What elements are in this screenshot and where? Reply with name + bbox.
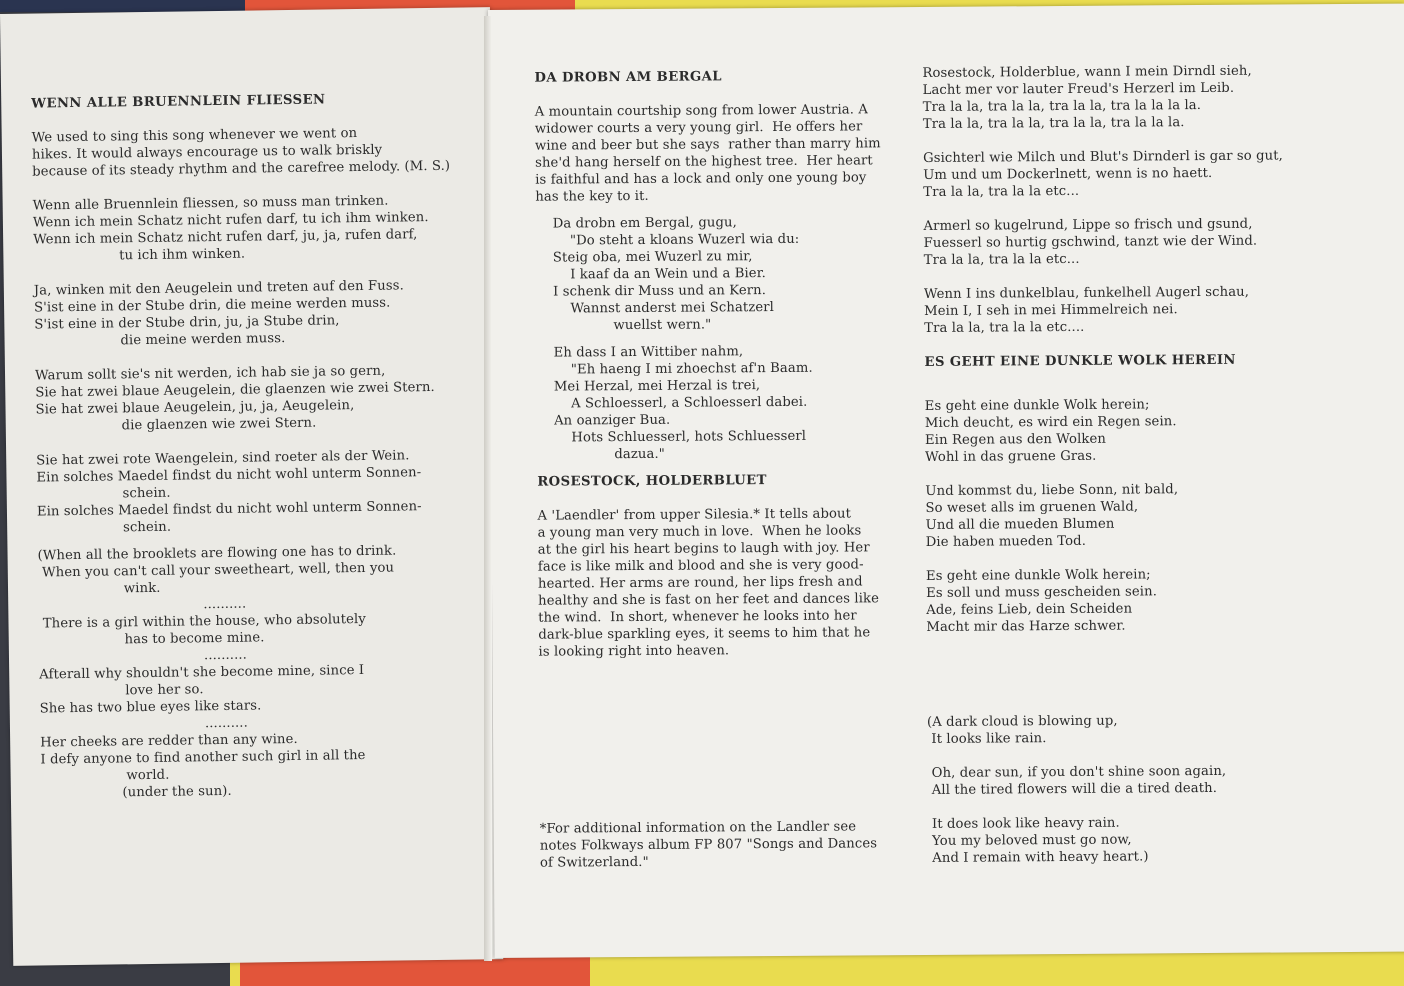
song-title-da-drobn: DA DROBN AM BERGAL: [534, 69, 723, 86]
text-line: She has two blue eyes like stars.: [39, 698, 262, 717]
text-line: hikes. It would always encourage us to walk briskly: [31, 142, 383, 163]
text-line: An oanziger Bua.: [536, 412, 671, 429]
text-line: When you can't call your sweetheart, well, then you: [37, 560, 395, 581]
text-line: Es geht eine dunkle Wolk herein;: [924, 397, 1150, 414]
translation-1: [37, 541, 493, 598]
text-line: All the tired flowers will die a tired death.: [927, 780, 1218, 798]
song-title-es-geht: ES GEHT EINE DUNKLE WOLK HEREIN: [924, 352, 1236, 370]
text-line: Mein I, I seh in mei Himmelreich nei.: [924, 302, 1178, 319]
text-line: Lacht mer vor lauter Freud's Herzerl im Leib.: [922, 80, 1235, 98]
text-line: Es geht eine dunkle Wolk herein;: [925, 567, 1151, 584]
text-line: she'd hang herself on the highest tree. Her heart: [535, 153, 873, 171]
verse-rosestock-2: [923, 147, 1383, 201]
text-line: Mich deucht, es wird ein Regen sein.: [924, 414, 1177, 431]
text-line: has to become mine.: [38, 630, 265, 649]
text-line: die meine werden muss.: [34, 331, 286, 350]
text-line: Sie hat zwei blaue Aeugelein, die glaenzen wie zwei Stern.: [35, 379, 435, 401]
verse-rosestock-1: [922, 62, 1382, 133]
song-title-rosestock: ROSESTOCK, HOLDERBLUET: [537, 473, 767, 490]
text-line: is faithful and has a lock and only one young boy: [535, 170, 867, 188]
right-page: [488, 4, 1404, 958]
intro-rosestock: [537, 505, 918, 661]
text-line: Afterall why shouldn't she become mine, since I: [39, 662, 365, 683]
text-line: You my beloved must go now,: [927, 832, 1132, 849]
text-line: S'ist eine in der Stube drin, ju, ja Stube drin,: [34, 313, 340, 333]
text-line: has the key to it.: [535, 188, 649, 205]
text-line: (under the sun).: [40, 783, 232, 802]
text-line: a young man very much in love. When he looks: [537, 523, 862, 541]
verse-rosestock-3: [923, 215, 1383, 269]
text-line: Und kommst du, liebe Sonn, nit bald,: [925, 482, 1179, 499]
translation-3: [39, 660, 495, 717]
text-line: "Eh haeng I mi zhoechst af'n Baam.: [536, 360, 813, 378]
text-line: Die haben mueden Tod.: [925, 533, 1087, 550]
text-line: Macht mir das Harze schwer.: [926, 618, 1126, 635]
text-line: Es soll und muss gescheiden sein.: [926, 584, 1158, 601]
intro-wenn-alle: [32, 123, 488, 180]
text-line: I defy anyone to find another such girl in all the: [40, 747, 366, 768]
text-line: schein.: [36, 485, 171, 503]
text-line: because of its steady rhythm and the carefree melody. (M. S.): [32, 158, 451, 180]
text-line: Gsichterl wie Milch und Blut's Dirnderl is gar so gut,: [922, 148, 1283, 166]
text-line: Sie hat zwei blaue Aeugelein, ju, ja, Aeugelein,: [35, 398, 355, 418]
text-line: world.: [40, 767, 170, 785]
text-line: Mei Herzal, mei Herzal is trei,: [536, 378, 761, 395]
text-line: Warum sollt sie's nit werden, ich hab sie ja so gern,: [34, 363, 386, 384]
text-line: Steig oba, mei Wuzerl zu mir,: [535, 249, 753, 266]
text-line: Tra la la, tra la la, tra la la, tra la la la la.: [922, 98, 1202, 115]
dots-separator-2: ..........: [203, 647, 248, 664]
text-line: Ein solches Maedel findst du nicht wohl unterm Sonnen-: [36, 499, 422, 520]
text-line: Und all die mueden Blumen: [925, 516, 1115, 533]
text-line: Rosestock, Holderblue, wann I mein Dirndl sieh,: [922, 63, 1252, 81]
verse-es-geht-1: [925, 395, 1385, 466]
left-page: [0, 7, 503, 966]
verse-2: [34, 276, 490, 350]
text-line: So weset alls im gruenen Wald,: [925, 499, 1139, 516]
middle-column: [534, 67, 920, 872]
text-line: "Do steht a kloans Wuzerl wia du:: [535, 231, 800, 249]
verse-4: [36, 446, 492, 537]
text-line: Ja, winken mit den Aeugelein und treten auf den Fuss.: [33, 278, 404, 299]
text-line: the wind. In short, whenever he looks into her: [538, 608, 857, 626]
text-line: It does look like heavy rain.: [927, 815, 1120, 832]
text-line: And I remain with heavy heart.): [927, 849, 1149, 866]
text-line: I schenk dir Muss und an Kern.: [535, 283, 767, 300]
text-line: Fuesserl so hurtig gschwind, tanzt wie der Wind.: [923, 233, 1258, 251]
verse-da-drobn-1: [535, 213, 916, 335]
text-line: It looks like rain.: [927, 731, 1047, 747]
verse-es-geht-3: [926, 565, 1386, 636]
text-line: A Schloesserl, a Schloesserl dabei.: [536, 394, 808, 412]
text-line: of Switzerland.": [539, 854, 649, 871]
verse-da-drobn-2: [536, 342, 917, 464]
text-line: I kaaf da an Wein und a Bier.: [535, 266, 766, 283]
text-line: Um und um Dockerlnett, wenn is no haett.: [923, 165, 1213, 183]
text-line: notes Folkways album FP 807 "Songs and Dances: [539, 836, 878, 854]
text-line: die glaenzen wie zwei Stern.: [35, 415, 317, 435]
text-line: Wenn I ins dunkelblau, funkelhell Augerl schau,: [923, 284, 1250, 302]
text-line: dark-blue sparkling eyes, it seems to him that he: [538, 625, 871, 643]
dots-separator-3: ..........: [204, 715, 248, 732]
text-line: Armerl so kugelrund, Lippe so frisch und gsund,: [923, 216, 1253, 234]
text-line: S'ist eine in der Stube drin, die meine werden muss.: [34, 295, 391, 316]
intro-da-drobn: [535, 101, 916, 206]
text-line: hearted. Her arms are round, her lips fresh and: [537, 574, 863, 592]
dots-separator-1: ..........: [203, 596, 247, 613]
text-line: Eh dass I an Wittiber nahm,: [536, 344, 744, 361]
text-line: Her cheeks are redder than any wine.: [40, 731, 298, 751]
translation-4: [40, 728, 496, 802]
verse-3: [35, 361, 491, 435]
text-line: Ade, feins Lieb, dein Scheiden: [926, 601, 1133, 618]
verse-rosestock-4: [924, 283, 1384, 337]
text-line: (A dark cloud is blowing up,: [926, 713, 1118, 730]
text-line: love her so.: [39, 682, 204, 700]
text-line: schein.: [37, 519, 172, 537]
text-line: widower courts a very young girl. He offers her: [534, 119, 863, 137]
translation-es-geht-2: [927, 762, 1387, 799]
text-line: Wohl in das gruene Gras.: [925, 448, 1097, 465]
right-column: [922, 62, 1388, 867]
left-column: [31, 89, 496, 802]
text-line: Da drobn em Bergal, gugu,: [535, 215, 737, 232]
text-line: dazua.": [537, 446, 665, 463]
text-line: We used to sing this song whenever we went on: [31, 126, 358, 146]
footnote: [540, 818, 920, 872]
text-line: Tra la la, tra la la etc...: [923, 251, 1080, 268]
verse-1: [33, 191, 489, 265]
text-line: Tra la la, tra la la etc....: [924, 319, 1085, 336]
text-line: Wenn alle Bruennlein fliessen, so muss man trinken.: [32, 193, 389, 214]
text-line: Tra la la, tra la la, tra la la, tra la la la.: [922, 115, 1185, 132]
translation-es-geht-3: [928, 813, 1388, 867]
text-line: A 'Laendler' from upper Silesia.* It tells about: [537, 506, 852, 524]
text-line: *For additional information on the Landler see: [539, 819, 857, 837]
text-line: Sie hat zwei rote Waengelein, sind roeter als der Wein.: [36, 448, 410, 469]
text-line: Wannst anderst mei Schatzerl: [536, 300, 775, 317]
text-line: A mountain courtship song from lower Austria. A: [534, 102, 868, 120]
text-line: There is a girl within the house, who absolutely: [38, 611, 366, 632]
text-line: is looking right into heaven.: [538, 643, 730, 660]
text-line: (When all the brooklets are flowing one has to drink.: [37, 543, 397, 564]
translation-es-geht-1: [927, 711, 1387, 748]
text-line: at the girl his heart begins to laugh with joy. Her: [537, 540, 870, 558]
text-line: wink.: [37, 580, 161, 598]
text-line: Ein solches Maedel findst du nicht wohl unterm Sonnen-: [36, 465, 422, 486]
song-title-wenn-alle: WENN ALLE BRUENNLEIN FLIESSEN: [31, 92, 326, 112]
book-gutter: [484, 16, 492, 961]
text-line: Ein Regen aus den Wolken: [924, 431, 1107, 448]
text-line: Wenn ich mein Schatz nicht rufen darf, tu ich ihm winken.: [32, 210, 429, 231]
text-line: healthy and she is fast on her feet and dances like: [538, 591, 880, 609]
verse-es-geht-2: [925, 480, 1385, 551]
text-line: Hots Schluesserl, hots Schluesserl: [536, 428, 807, 446]
text-line: Wenn ich mein Schatz nicht rufen darf, ju, ja, rufen darf,: [33, 227, 418, 248]
text-line: wuellst wern.": [536, 317, 712, 334]
text-line: tu ich ihm winken.: [33, 246, 246, 265]
text-line: face is like milk and blood and she is very good-: [537, 557, 864, 575]
text-line: wine and beer but she says rather than marry him: [534, 136, 881, 154]
text-line: Tra la la, tra la la etc...: [923, 183, 1080, 200]
text-line: Oh, dear sun, if you don't shine soon again,: [927, 763, 1227, 781]
